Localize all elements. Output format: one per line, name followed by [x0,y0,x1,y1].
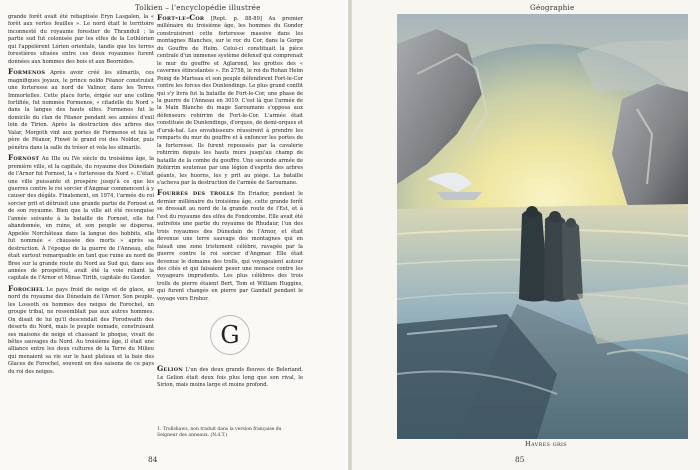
running-header-right: Géographie [530,3,575,12]
foam [577,284,688,344]
entry-paragraph [8,285,154,376]
running-header-left: Tolkien – l'encyclopédie illustrée [135,3,261,12]
grey-havens-painting [397,14,688,439]
text-column-1 [8,14,154,378]
entry-text: grande forêt avait été rebaptisée Eryn Lasgalen, la « forêt aux vertes feuilles ». Le nord était le territoire inconnesté du royaume forestier de Thranduil ; la partie sud fut colonisée par les elfes de la Lothlórien qui l'appelèrent Lórien orientale, tandis que les terres forestières situées entre ces deux royaumes furent données aux hommes des bois et aux Beornides. [8,14,154,65]
book-gutter [348,0,352,470]
entry-paragraph [157,365,303,389]
entry-headword: Fornost [8,153,40,163]
entry-paragraph [8,154,154,283]
entry-text: [Rept. p. 88-89] Au premier millénaire du troisième âge, les hommes du Gondor construisirent cette forteresse massive dans les montagnes Blanches, sur le roc du Cor, dans la Gorge du Gouffre de Helm. Celui-ci constituait la pièce centrale d'un immense système défensif qui comprenait le mur du gouffre et Aglarond, les grottes des « cavernes étincelantes ». En 2758, le roi du Rohan Helm Poing de Marteau et son peuple défendirent Fort-le-Cor contre les forces des Dunlendings. Le plus grand conflit qui s'y livra fut la bataille de Fort-le-Cor, une phase de la guerre de l'Anneau en 3019. C'est là que l'armée de la Main Blanche du mage Saroumane s'opposa aux défenseurs rohirrim de Fort-le-Cor. L'armée était constituée de Dunlendings, d'orques, de demi-orques et d'uruk-haï. Les envahisseurs réussirent à prendre les remparts du mur du gouffre et à enfoncer les portes de la forteresse. Ils furent repoussés par la cavalerie rohirrim depuis les hauts murs jusqu'au champ de bataille de la combe du gouffre. Une seconde armée de Rohirrim soutenue par une légion d'esprits des arbres géants, les huorns, les y prit au piège. La bataille s'acheva par la destruction de l'armée de Saroumane. [157,16,304,186]
entry-paragraph [157,14,303,187]
section-letter-glyph: G [210,315,250,355]
entry-text: L'un des deux grands fleuves de Beleriand. Le Gelion était deux fois plus long que son rival, le Sirion, mais moins large et moins profond. [157,367,303,389]
figure-caption: Havres gris [525,440,568,448]
entry-text: En Eriador, pendant le dernier millénaire du troisième âge, cette grande forêt se dressait au nord de la grande route de l'Est, et à l'est du royaume des elfes de Fondcombe. Elle avait été autrefois une partie du royaume de Rhudaur, l'un des trois royaumes des Dúnedain de l'Arnor, et était devenue une terre sauvage des montagnes qui en faisait une zone tristement célèbre, ravagée par la guerre contre le roi sorcier d'Angmar. Elle était devenue le domaine des trolls, qui voyageaient autour des cités et qui faisaient peser une menace contre les voyageurs imprudents. Les plus célèbres des trois trolls de pierre étaient Bert, Tom et William Huggins, qui furent changés en pierre par Gandalf pendant le voyage vers Erebor. [157,191,303,302]
entry-paragraph [8,68,154,152]
text-column-2 [157,14,303,392]
page-number-right: 85 [515,455,525,464]
page-number-left: 84 [148,455,158,464]
cloaked-figures [519,206,583,302]
ship-hull [437,192,482,200]
entry-headword: Formenos [8,67,46,77]
entry-text: Le pays froid de neige et de glace, au nord du royaume des Dúnedain de l'Arnor. Son peuple, les Lossoth ou hommes des neiges de Forochel, un groupe tribal, ne ressemblait pas aux autres hommes. On disait de lui qu'il descendait des Forodwaith des déserts du Nord, mais le peuple nomade, construisant ses maisons de neige et chassant le phoque, vivait de bêtes sauvages du Nord. Au troisième âge, il était une alliance entre les deux cultures de la Terre du Milieu qui menaient sa vie sur le haut plateau et la baie des Glaces de Forochel, souvent en des saisons de ce pays du roi des neiges. [8,286,154,375]
footnote: 1. Trollshaws, non traduit dans la version française du Seigneur des anneaux. (N.d.T.) [157,427,282,438]
section-letter [157,315,303,355]
entry-text: Au IIIe ou IVe siècle du troisième âge, la première ville, et la capitale, du royaume des Dúnedain de l'Arnor fut Fornost, la « forteresse du Nord ». C'était une ville puissante et prospère jusqu'à ce que les guerres contre le roi sorcier d'Angmar commencent à y causer des dégâts. Finalement, en 1974, l'armée du roi sorcier prit et détruisit une grande partie de Fornost et de son royaume. Bien que la ville ait été reconquise l'année suivante à la bataille de Fornost, elle fut abandonnée, en ruine, et son peuple se dispersa. Appelée Norchâteau dans la langue des hobbits, elle fut nommée « chaussée des morts » après sa destruction. À l'époque de la guerre de l'Anneau, elle était surtout remarquable en tant que ruine au nord de Bree sur la grande route du Nord au Sud qui, dans ses années de prospérité, avait été la voie reliant la capitale de l'Arnor et Minas Tirith, capitale du Gondor. [8,156,154,282]
entry-headword: Gelion [157,364,184,374]
entry-paragraph [157,189,303,303]
entry-headword: Fort-le-Cor [157,13,205,22]
entry-text: Après avoir créé les silmarils, ces magnifiques joyaux, le prince noldo Fëanor construisit une forteresse au nord de Valinor, dans les Terres Immortelles. Cette place forte, érigée sur une colline fortifiée, fut nommée Formenos, « citadelle du Nord » dans la langue des hauts elfes. Formenos fut le domicile du clan de Fëanor pendant ses années d'exil loin de Tirion. Après la destruction des arbres des Valar, Morgoth vint aux portes de Formenos et tua le père de Fëanor, Finwë le grand roi des Noldor, puis pénétra dans la salle du trésor et vola les silmarils. [8,70,154,151]
entry-headword: Fourrés des trolls [157,188,235,198]
painting-svg [397,14,688,439]
entry-headword: Forochel [8,283,44,293]
entry-paragraph [8,14,154,66]
